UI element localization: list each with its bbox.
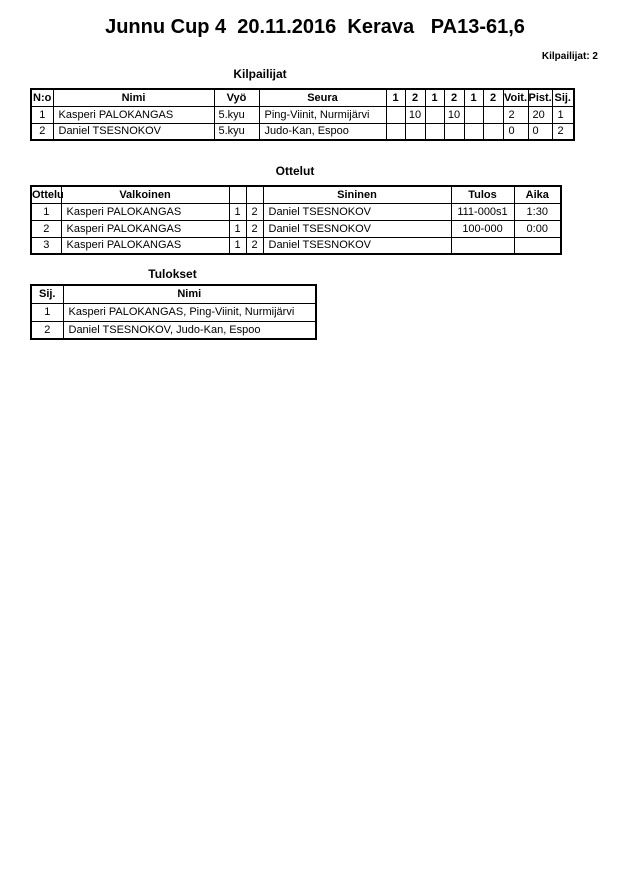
cell-score-3 bbox=[425, 123, 444, 140]
cell-vyo: 5.kyu bbox=[214, 106, 259, 123]
cell-sij: 2 bbox=[552, 123, 574, 140]
cell-sij: 2 bbox=[31, 321, 63, 339]
cell-nimi: Daniel TSESNOKOV, Judo-Kan, Espoo bbox=[63, 321, 316, 339]
cell-seura: Judo-Kan, Espoo bbox=[259, 123, 386, 140]
cell-score-2: 10 bbox=[405, 106, 425, 123]
cell-seura: Ping-Viinit, Nurmijärvi bbox=[259, 106, 386, 123]
cell-score-1 bbox=[386, 106, 405, 123]
cell-score-6 bbox=[483, 123, 503, 140]
ottelut-header-row bbox=[31, 186, 561, 203]
cell-sij: 1 bbox=[31, 303, 63, 321]
cell-match-no: 1 bbox=[31, 203, 61, 220]
col-header-voit: Voit. bbox=[503, 89, 528, 106]
cell-white-num: 1 bbox=[229, 203, 246, 220]
col-header-aika: Aika bbox=[514, 186, 561, 203]
kilpailijat-header-row bbox=[31, 89, 574, 106]
tulokset-table bbox=[30, 284, 317, 340]
cell-no: 2 bbox=[31, 123, 53, 140]
col-header-score-3: 1 bbox=[425, 89, 444, 106]
cell-score-4: 10 bbox=[444, 106, 464, 123]
tulokset-row bbox=[31, 321, 316, 339]
col-header-white-score bbox=[229, 186, 246, 203]
cell-blue-num: 2 bbox=[246, 237, 263, 254]
col-header-valkoinen: Valkoinen bbox=[61, 186, 229, 203]
col-header-score-6: 2 bbox=[483, 89, 503, 106]
col-header-blue-score bbox=[246, 186, 263, 203]
tulokset-heading: Tulokset bbox=[148, 267, 197, 281]
col-header-nimi: Nimi bbox=[53, 89, 214, 106]
col-header-sij: Sij. bbox=[31, 285, 63, 303]
cell-white-num: 1 bbox=[229, 237, 246, 254]
cell-voit: 0 bbox=[503, 123, 528, 140]
kilpailijat-row bbox=[31, 106, 574, 123]
cell-vyo: 5.kyu bbox=[214, 123, 259, 140]
cell-nimi: Daniel TSESNOKOV bbox=[53, 123, 214, 140]
kilpailijat-heading: Kilpailijat bbox=[233, 67, 287, 81]
page-title: Junnu Cup 4 20.11.2016 Kerava PA13-61,6 bbox=[105, 16, 525, 38]
col-header-score-2: 2 bbox=[405, 89, 425, 106]
col-header-score-4: 2 bbox=[444, 89, 464, 106]
ottelut-row bbox=[31, 203, 561, 220]
ottelut-table bbox=[30, 185, 562, 255]
cell-voit: 2 bbox=[503, 106, 528, 123]
cell-valkoinen: Kasperi PALOKANGAS bbox=[61, 220, 229, 237]
cell-sininen: Daniel TSESNOKOV bbox=[263, 237, 451, 254]
col-header-score-1: 1 bbox=[386, 89, 405, 106]
cell-tulos: 100-000 bbox=[451, 220, 514, 237]
cell-blue-num: 2 bbox=[246, 203, 263, 220]
cell-pist: 0 bbox=[528, 123, 552, 140]
cell-score-5 bbox=[464, 106, 483, 123]
cell-aika: 0:00 bbox=[514, 220, 561, 237]
col-header-seura: Seura bbox=[259, 89, 386, 106]
cell-sininen: Daniel TSESNOKOV bbox=[263, 203, 451, 220]
col-header-vyo: Vyö bbox=[214, 89, 259, 106]
col-header-sininen: Sininen bbox=[263, 186, 451, 203]
cell-sininen: Daniel TSESNOKOV bbox=[263, 220, 451, 237]
cell-nimi: Kasperi PALOKANGAS bbox=[53, 106, 214, 123]
cell-score-1 bbox=[386, 123, 405, 140]
cell-aika: 1:30 bbox=[514, 203, 561, 220]
col-header-ottelu: Ottelu bbox=[31, 186, 61, 203]
ottelut-row bbox=[31, 220, 561, 237]
cell-no: 1 bbox=[31, 106, 53, 123]
cell-valkoinen: Kasperi PALOKANGAS bbox=[61, 203, 229, 220]
cell-white-num: 1 bbox=[229, 220, 246, 237]
col-header-no: N:o bbox=[31, 89, 53, 106]
cell-nimi: Kasperi PALOKANGAS, Ping-Viinit, Nurmijärvi bbox=[63, 303, 316, 321]
cell-score-3 bbox=[425, 106, 444, 123]
col-header-tulos: Tulos bbox=[451, 186, 514, 203]
col-header-sij: Sij. bbox=[552, 89, 574, 106]
col-header-score-5: 1 bbox=[464, 89, 483, 106]
col-header-pist: Pist. bbox=[528, 89, 552, 106]
cell-score-4 bbox=[444, 123, 464, 140]
cell-sij: 1 bbox=[552, 106, 574, 123]
cell-aika bbox=[514, 237, 561, 254]
cell-score-5 bbox=[464, 123, 483, 140]
kilpailijat-row bbox=[31, 123, 574, 140]
cell-tulos: 111-000s1 bbox=[451, 203, 514, 220]
ottelut-row bbox=[31, 237, 561, 254]
tulokset-header-row bbox=[31, 285, 316, 303]
cell-match-no: 3 bbox=[31, 237, 61, 254]
cell-score-6 bbox=[483, 106, 503, 123]
cell-match-no: 2 bbox=[31, 220, 61, 237]
cell-blue-num: 2 bbox=[246, 220, 263, 237]
cell-valkoinen: Kasperi PALOKANGAS bbox=[61, 237, 229, 254]
competitor-count-label: Kilpailijat: 2 bbox=[541, 51, 598, 62]
ottelut-heading: Ottelut bbox=[275, 164, 315, 178]
kilpailijat-table bbox=[30, 88, 575, 141]
col-header-nimi: Nimi bbox=[63, 285, 316, 303]
tulokset-row bbox=[31, 303, 316, 321]
cell-score-2 bbox=[405, 123, 425, 140]
cell-tulos bbox=[451, 237, 514, 254]
cell-pist: 20 bbox=[528, 106, 552, 123]
